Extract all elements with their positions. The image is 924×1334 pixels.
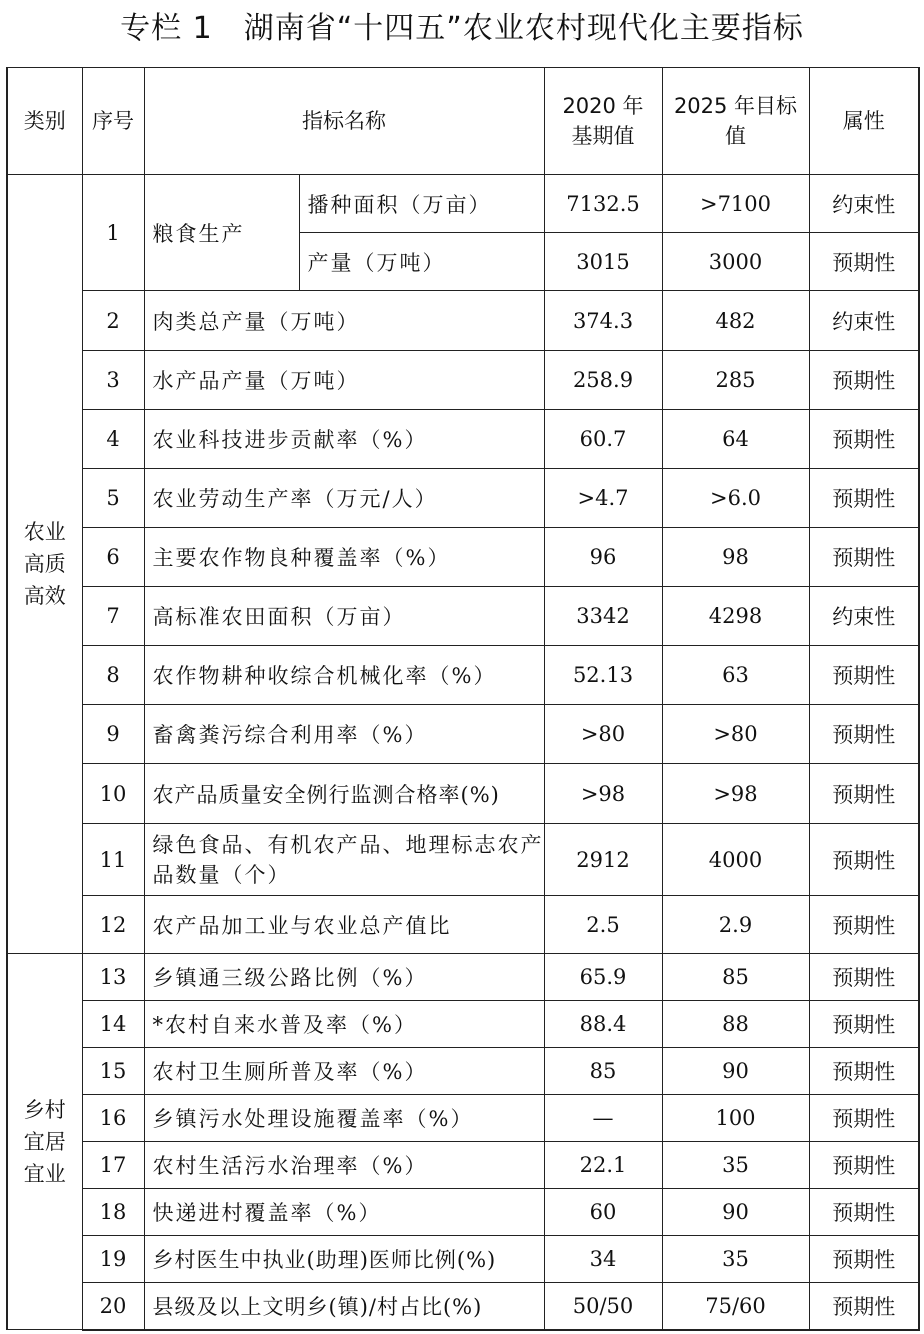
row-name: 乡镇污水处理设施覆盖率（%） — [144, 1095, 544, 1142]
header-name: 指标名称 — [144, 68, 544, 175]
sub-row-name: 产量（万吨） — [299, 233, 544, 291]
row-base: 7132.5 — [544, 175, 662, 233]
row-target: >7100 — [662, 175, 809, 233]
row-target: 88 — [662, 1001, 809, 1048]
table-row — [7, 1142, 919, 1189]
header-target — [662, 68, 809, 175]
row-attr: 预期性 — [809, 1095, 919, 1142]
row-name: 农业科技进步贡献率（%） — [144, 410, 544, 469]
row-base: 34 — [544, 1236, 662, 1283]
row-name: 高标准农田面积（万亩） — [144, 587, 544, 646]
row-name: 农作物耕种收综合机械化率（%） — [144, 646, 544, 705]
row-index: 14 — [82, 1001, 144, 1048]
row-attr: 预期性 — [809, 469, 919, 528]
row-base: 96 — [544, 528, 662, 587]
row-attr: 约束性 — [809, 175, 919, 233]
row-base: 258.9 — [544, 351, 662, 410]
row-base: 2.5 — [544, 896, 662, 954]
row-attr: 预期性 — [809, 1236, 919, 1283]
table-row — [7, 1048, 919, 1095]
row-base: 2912 — [544, 824, 662, 896]
row-name: 乡村医生中执业(助理)医师比例(%) — [144, 1236, 544, 1283]
row-target: 2.9 — [662, 896, 809, 954]
table-row — [7, 1095, 919, 1142]
row-name: 乡镇通三级公路比例（%） — [144, 954, 544, 1001]
row-name: 粮食生产 — [144, 175, 299, 291]
row-index: 11 — [82, 824, 144, 896]
row-name: 肉类总产量（万吨） — [144, 291, 544, 351]
row-base: 22.1 — [544, 1142, 662, 1189]
row-target: 90 — [662, 1189, 809, 1236]
row-index: 15 — [82, 1048, 144, 1095]
row-index: 3 — [82, 351, 144, 410]
row-base: 60.7 — [544, 410, 662, 469]
row-attr: 预期性 — [809, 233, 919, 291]
row-index: 9 — [82, 705, 144, 764]
row-base: 85 — [544, 1048, 662, 1095]
row-name: 绿色食品、有机农产品、地理标志农产品数量（个） — [144, 824, 544, 896]
row-target: 482 — [662, 291, 809, 351]
table-row — [7, 824, 919, 896]
row-index: 19 — [82, 1236, 144, 1283]
category-1-line2: 高质 — [23, 552, 66, 576]
row-base: 3342 — [544, 587, 662, 646]
table-row — [7, 896, 919, 954]
row-target: 4298 — [662, 587, 809, 646]
row-attr: 预期性 — [809, 764, 919, 824]
row-base: — — [544, 1095, 662, 1142]
row-attr: 预期性 — [809, 1048, 919, 1095]
row-base: 88.4 — [544, 1001, 662, 1048]
row-index: 4 — [82, 410, 144, 469]
row-target: 100 — [662, 1095, 809, 1142]
header-index: 序号 — [82, 68, 144, 175]
row-name: 农村生活污水治理率（%） — [144, 1142, 544, 1189]
row-name: 农村卫生厕所普及率（%） — [144, 1048, 544, 1095]
row-target: >6.0 — [662, 469, 809, 528]
category-2-line1: 乡村 — [23, 1097, 66, 1122]
row-target: 64 — [662, 410, 809, 469]
row-index: 5 — [82, 469, 144, 528]
row-attr: 预期性 — [809, 705, 919, 764]
table-row — [7, 954, 919, 1001]
row-attr: 预期性 — [809, 896, 919, 954]
category-1-line3: 高效 — [23, 584, 66, 608]
row-base: 52.13 — [544, 646, 662, 705]
category-cell-2 — [7, 954, 82, 1330]
row-attr: 预期性 — [809, 646, 919, 705]
row-name: 主要农作物良种覆盖率（%） — [144, 528, 544, 587]
row-index: 18 — [82, 1189, 144, 1236]
row-index: 1 — [82, 175, 144, 291]
row-target: 35 — [662, 1236, 809, 1283]
row-attr: 预期性 — [809, 1142, 919, 1189]
row-base: 374.3 — [544, 291, 662, 351]
row-attr: 预期性 — [809, 1283, 919, 1330]
row-index: 2 — [82, 291, 144, 351]
row-name: 县级及以上文明乡(镇)/村占比(%) — [144, 1283, 544, 1330]
table-row — [7, 764, 919, 824]
row-base: >98 — [544, 764, 662, 824]
row-target: 85 — [662, 954, 809, 1001]
header-category: 类别 — [7, 68, 82, 175]
row-target: 75/60 — [662, 1283, 809, 1330]
row-name: 快递进村覆盖率（%） — [144, 1189, 544, 1236]
header-base-line1: 2020 年 — [562, 94, 644, 118]
row-target: 4000 — [662, 824, 809, 896]
row-name: *农村自来水普及率（%） — [144, 1001, 544, 1048]
category-1-line1: 农业 — [23, 520, 66, 544]
table-row — [7, 528, 919, 587]
row-index: 12 — [82, 896, 144, 954]
table-row — [7, 1001, 919, 1048]
category-2-line3: 宜业 — [23, 1161, 66, 1186]
row-attr: 预期性 — [809, 1189, 919, 1236]
table-row — [7, 469, 919, 528]
table-row — [7, 1236, 919, 1283]
row-index: 16 — [82, 1095, 144, 1142]
header-target-line2: 值 — [725, 124, 746, 148]
row-index: 6 — [82, 528, 144, 587]
row-name: 农产品加工业与农业总产值比 — [144, 896, 544, 954]
table-row — [7, 1283, 919, 1330]
row-index: 17 — [82, 1142, 144, 1189]
table-row — [7, 646, 919, 705]
row-base: 65.9 — [544, 954, 662, 1001]
row-attr: 预期性 — [809, 410, 919, 469]
row-base: >80 — [544, 705, 662, 764]
row-index: 13 — [82, 954, 144, 1001]
category-2-line2: 宜居 — [23, 1129, 66, 1154]
row-attr: 预期性 — [809, 528, 919, 587]
row-target: 35 — [662, 1142, 809, 1189]
row-attr: 约束性 — [809, 587, 919, 646]
header-row — [7, 68, 919, 175]
page-title: 专栏 1 湖南省“十四五”农业农村现代化主要指标 — [120, 11, 804, 46]
row-target: 3000 — [662, 233, 809, 291]
header-base-line2: 基期值 — [571, 124, 635, 148]
row-name: 水产品产量（万吨） — [144, 351, 544, 410]
row-index: 7 — [82, 587, 144, 646]
sub-row-name: 播种面积（万亩） — [299, 175, 544, 233]
row-target: 90 — [662, 1048, 809, 1095]
row-index: 8 — [82, 646, 144, 705]
row-target: >80 — [662, 705, 809, 764]
header-attr: 属性 — [809, 68, 919, 175]
header-target-line1: 2025 年目标 — [673, 94, 798, 118]
row-name: 农业劳动生产率（万元/人） — [144, 469, 544, 528]
row-attr: 预期性 — [809, 351, 919, 410]
row-target: >98 — [662, 764, 809, 824]
table-row — [7, 410, 919, 469]
row-base: 50/50 — [544, 1283, 662, 1330]
row-base: 3015 — [544, 233, 662, 291]
row-attr: 预期性 — [809, 954, 919, 1001]
header-base — [544, 68, 662, 175]
table-row — [7, 291, 919, 351]
table-row — [7, 175, 919, 233]
table-row — [7, 705, 919, 764]
row-name: 农产品质量安全例行监测合格率(%) — [144, 764, 544, 824]
row-target: 98 — [662, 528, 809, 587]
row-attr: 约束性 — [809, 291, 919, 351]
row-target: 285 — [662, 351, 809, 410]
row-name: 畜禽粪污综合利用率（%） — [144, 705, 544, 764]
row-target: 63 — [662, 646, 809, 705]
indicator-table — [6, 67, 920, 1331]
category-cell-1 — [7, 175, 82, 954]
row-attr: 预期性 — [809, 1001, 919, 1048]
row-base: >4.7 — [544, 469, 662, 528]
table-row — [7, 1189, 919, 1236]
row-attr: 预期性 — [809, 824, 919, 896]
table-row — [7, 587, 919, 646]
row-index: 20 — [82, 1283, 144, 1330]
row-index: 10 — [82, 764, 144, 824]
table-row — [7, 351, 919, 410]
row-base: 60 — [544, 1189, 662, 1236]
